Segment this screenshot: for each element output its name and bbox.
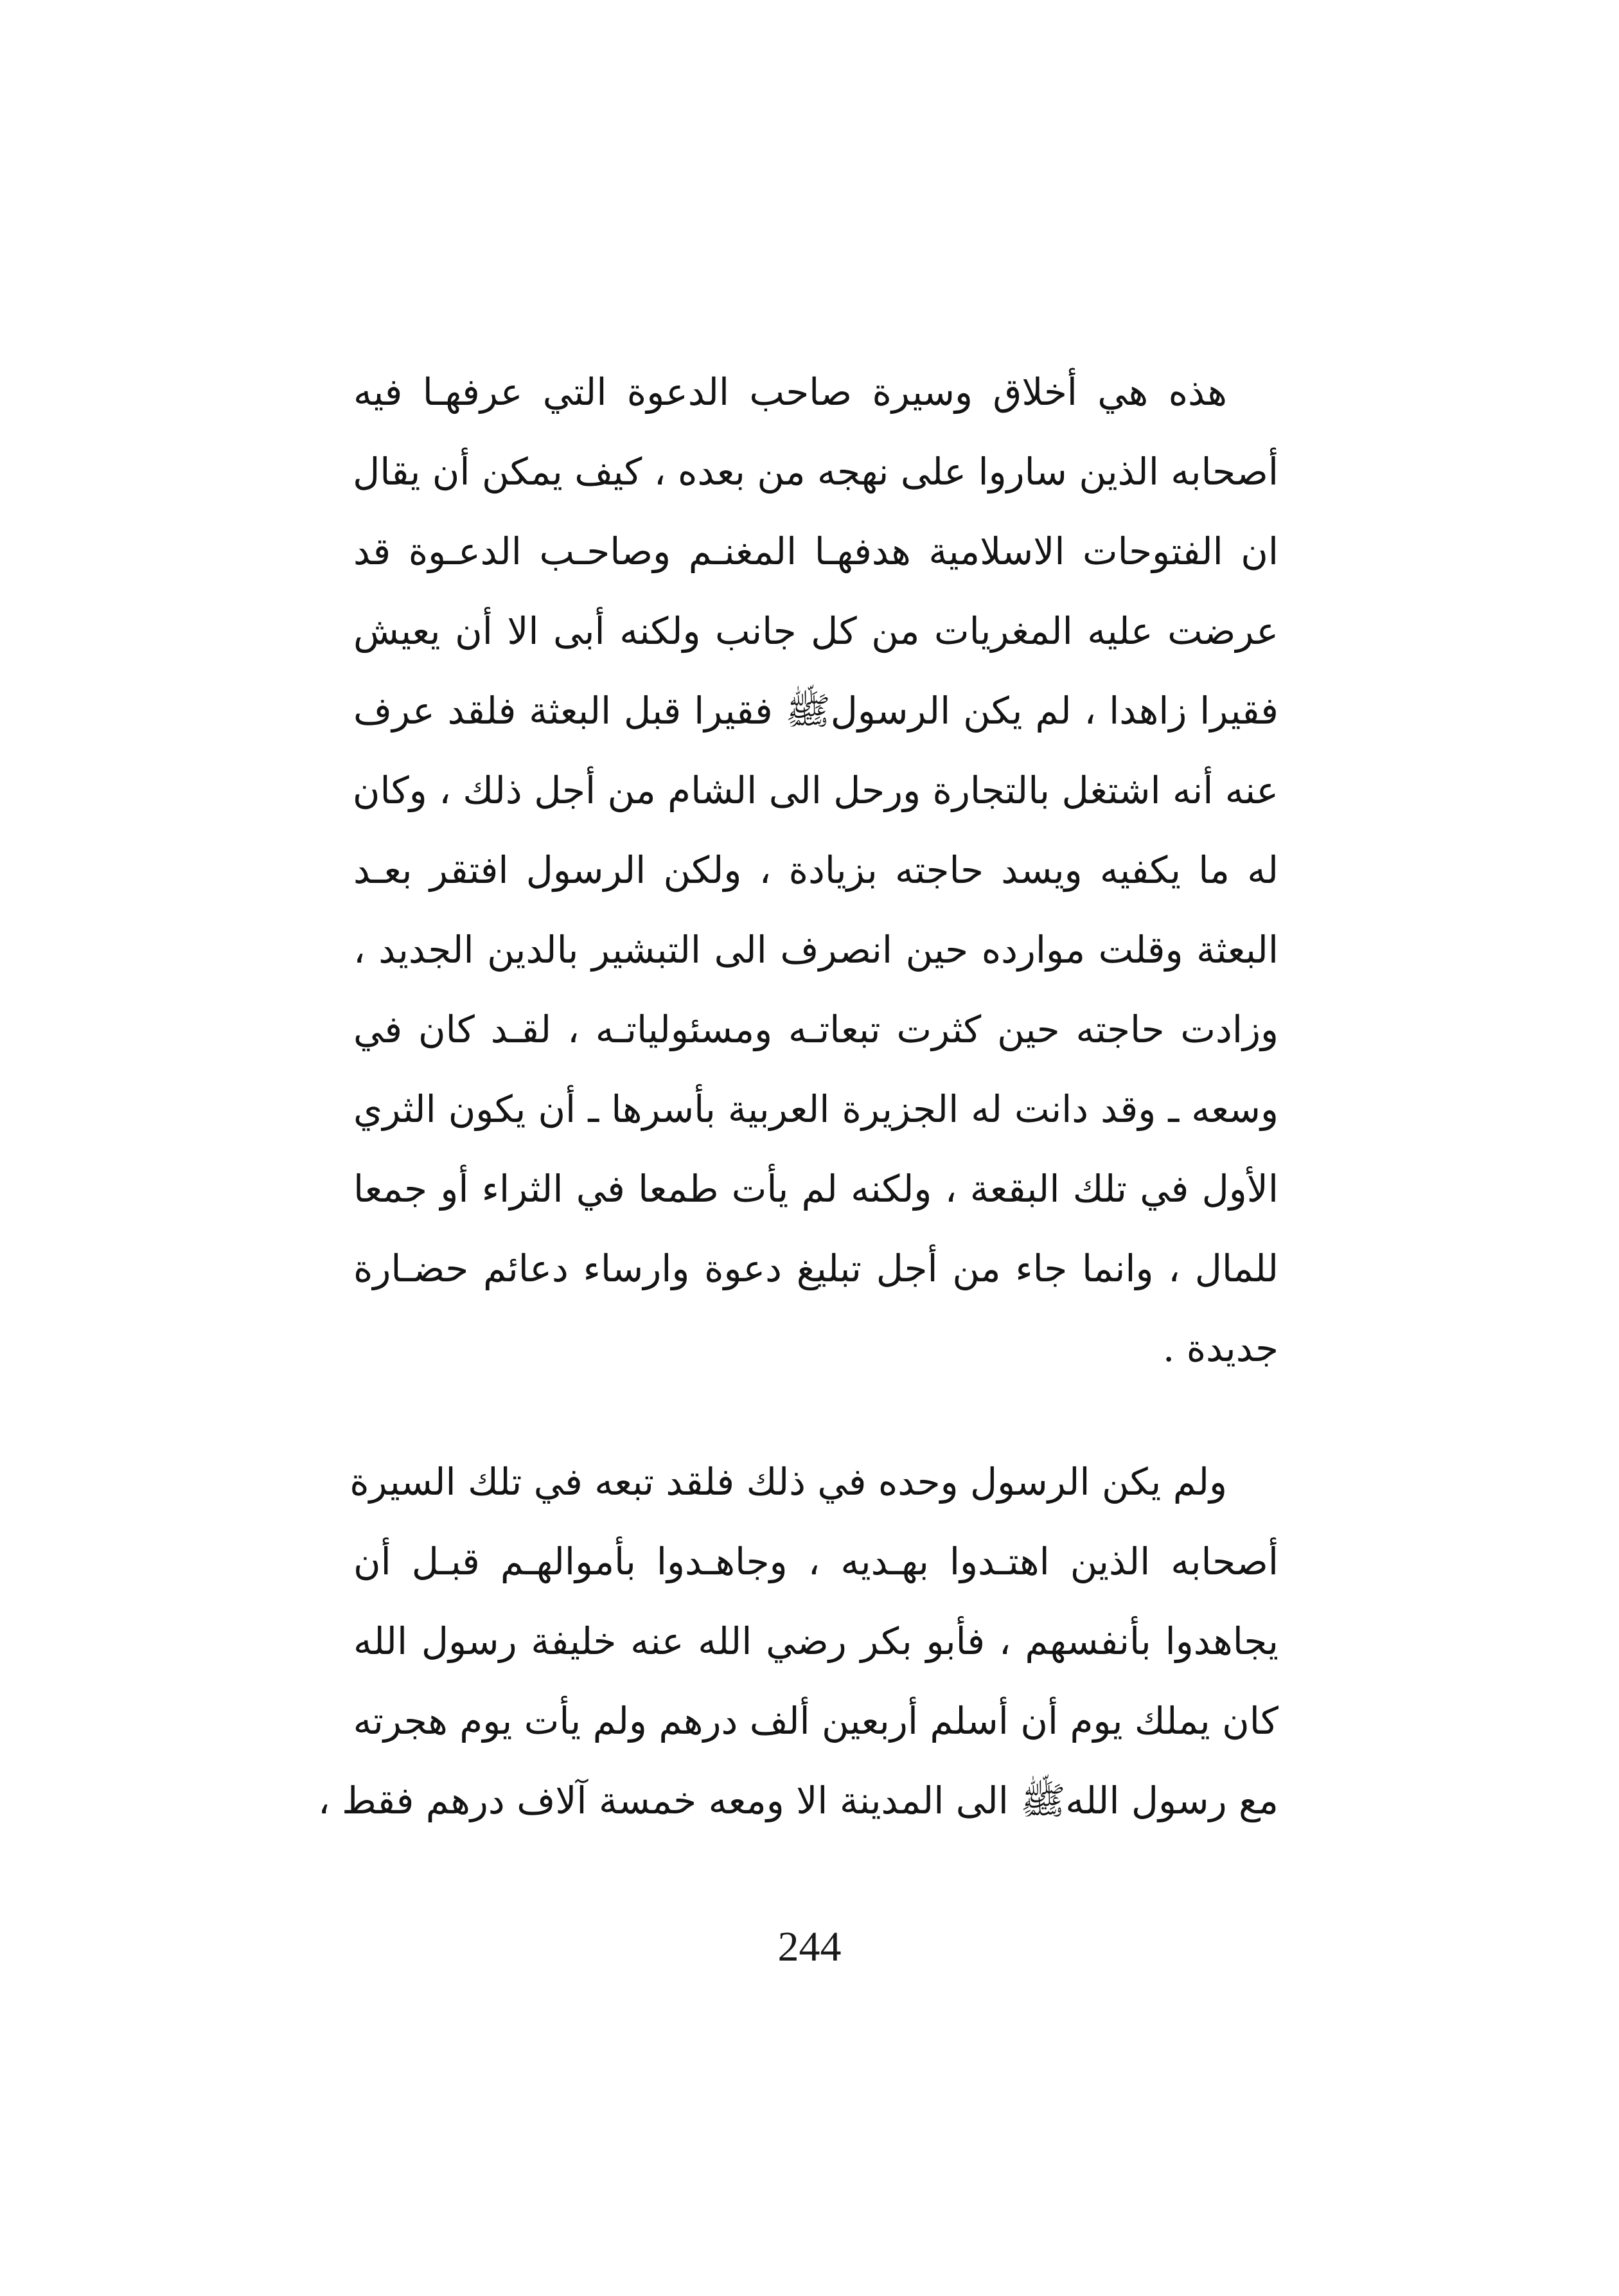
paragraph-1-line-1: هذه هي أخلاق وسيرة صاحب الدعوة التي عرفهـا فيه	[353, 370, 1227, 414]
paragraph-1-line-10: وسعه ـ وقد دانت له الجزيرة العربية بأسرها ـ أن يكون الثري	[353, 1087, 1278, 1131]
paragraph-2-line-5: مع رسول اللهﷺ الى المدينة الا ومعه خمسة آلاف درهم فقط ،	[318, 1779, 1278, 1822]
paragraph-2-line-3: يجاهدوا بأنفسهم ، فأبو بكر رضي الله عنه خليفة رسول الله	[353, 1619, 1278, 1663]
paragraph-1-line-9: وزادت حاجته حين كثرت تبعاتـه ومسئولياتـه ، لقـد كان في	[353, 1008, 1278, 1051]
paragraph-1-line-4: عرضت عليه المغريات من كل جانب ولكنه أبى الا أن يعيش	[353, 609, 1278, 653]
paragraph-1-line-5: فقيرا زاهدا ، لم يكن الرسولﷺ فقيرا قبل البعثة فلقد عرف	[353, 689, 1278, 733]
paragraph-1-line-7: له ما يكفيه ويسد حاجته بزيادة ، ولكن الرسول افتقر بعـد	[353, 848, 1278, 892]
page-number: 244	[777, 1923, 842, 1970]
paragraph-2	[318, 1442, 1278, 1840]
paragraph-1	[353, 352, 1278, 1388]
paragraph-1-line-3: ان الفتوحات الاسلامية هدفهـا المغنـم وصاحـب الدعـوة قد	[353, 530, 1278, 573]
paragraph-2-line-2: أصحابه الذين اهتـدوا بهـديه ، وجاهـدوا بأموالهـم قبـل أن	[353, 1540, 1278, 1583]
paragraph-2-line-4: كان يملك يوم أن أسلم أربعين ألف درهم ولم يأت يوم هجرته	[353, 1699, 1278, 1743]
paragraph-2-line-1: ولم يكن الرسول وحده في ذلك فلقد تبعه في تلك السيرة	[349, 1460, 1227, 1504]
paragraph-1-line-8: البعثة وقلت موارده حين انصرف الى التبشير بالدين الجديد ،	[353, 928, 1278, 972]
paragraph-1-line-6: عنه أنه اشتغل بالتجارة ورحل الى الشام من أجل ذلك ، وكان	[352, 769, 1278, 812]
paragraph-1-line-11: الأول في تلك البقعة ، ولكنه لم يأت طمعا في الثراء أو جمعا	[353, 1167, 1278, 1211]
paragraph-1-line-12: للمال ، وانما جاء من أجل تبليغ دعوة وارساء دعائم حضـارة	[353, 1247, 1278, 1290]
paragraph-1-line-13: جديدة .	[1162, 1326, 1278, 1370]
paragraph-1-line-2: أصحابه الذين ساروا على نهجه من بعده ، كيف يمكن أن يقال	[353, 450, 1278, 494]
